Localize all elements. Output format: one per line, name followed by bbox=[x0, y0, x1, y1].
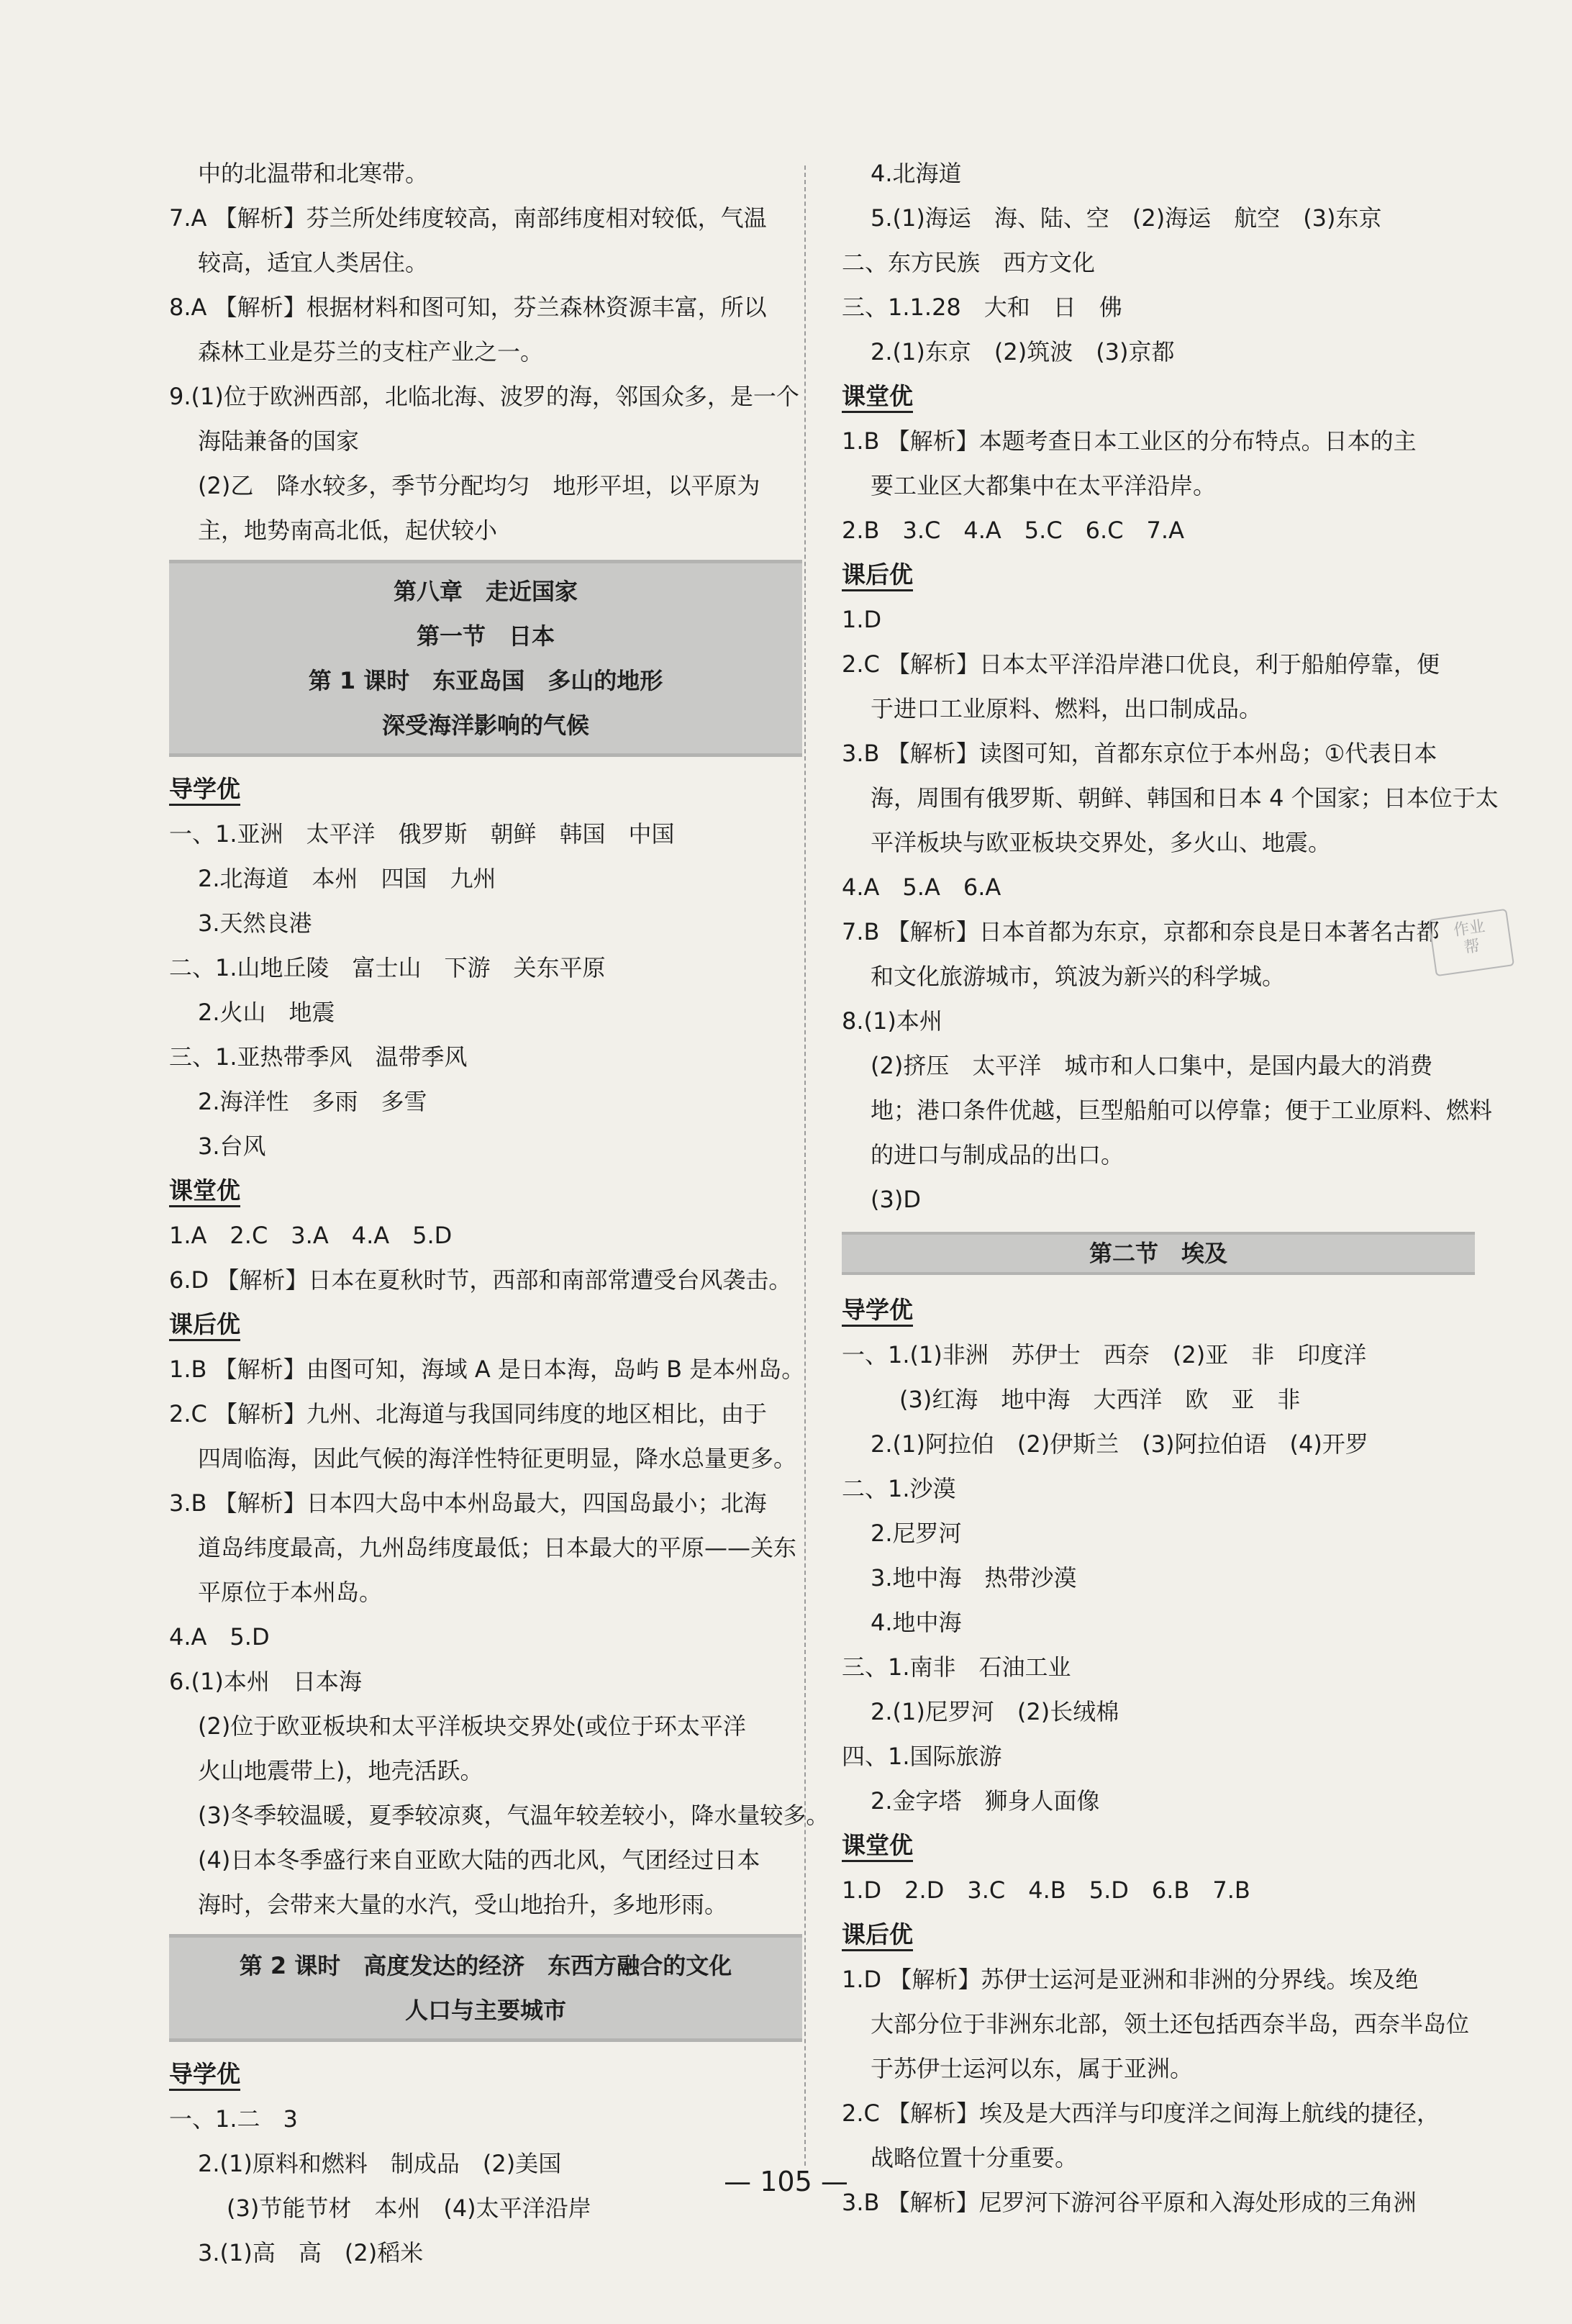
answer-line: 大部分位于非洲东北部，领土还包括西奈半岛，西奈半岛位 bbox=[871, 2010, 1470, 2038]
answer-line: 3.台风 bbox=[198, 1133, 266, 1160]
answer-line: 3.B 【解析】读图可知，首都东京位于本州岛；①代表日本 bbox=[842, 740, 1437, 767]
answer-line: 三、1.南非 石油工业 bbox=[842, 1653, 1071, 1681]
answer-line: 3.B 【解析】日本四大岛中本州岛最大，四国岛最小；北海 bbox=[169, 1489, 767, 1517]
answer-line: 平洋板块与欧亚板块交界处，多火山、地震。 bbox=[871, 829, 1332, 856]
answer-line: 1.D 2.D 3.C 4.B 5.D 6.B 7.B bbox=[842, 1876, 1250, 1904]
answer-line: 地；港口条件优越，巨型船舶可以停靠；便于工业原料、燃料 bbox=[871, 1097, 1493, 1124]
answer-line: (2)位于欧亚板块和太平洋板块交界处(或位于环太平洋 bbox=[198, 1712, 746, 1740]
banner-line: 人口与主要城市 bbox=[404, 1997, 566, 2024]
answer-line: 中的北温带和北寒带。 bbox=[198, 160, 429, 187]
answer-line: 2.金字塔 狮身人面像 bbox=[871, 1787, 1100, 1815]
answer-line: 3.B 【解析】尼罗河下游河谷平原和入海处形成的三角洲 bbox=[842, 2189, 1417, 2216]
section-heading-label: 导学优 bbox=[169, 775, 240, 806]
section-heading-label: 导学优 bbox=[169, 2060, 240, 2091]
stamp-line-2: 帮 bbox=[1463, 937, 1481, 958]
section-heading-label: 课堂优 bbox=[169, 1176, 240, 1207]
answer-line: 5.(1)海运 海、陆、空 (2)海运 航空 (3)东京 bbox=[871, 204, 1382, 232]
section-heading-label: 课堂优 bbox=[842, 382, 913, 413]
banner-line: 第一节 日本 bbox=[416, 622, 555, 650]
section-heading bbox=[169, 2052, 802, 2097]
right-column bbox=[842, 151, 1499, 2225]
answer-line: 道岛纬度最高，九州岛纬度最低；日本最大的平原——关东 bbox=[198, 1534, 797, 1561]
answer-line: (3)冬季较温暖，夏季较凉爽，气温年较差较小，降水量较多。 bbox=[198, 1802, 830, 1829]
answer-line: 2.C 【解析】日本太平洋沿岸港口优良，利于船舶停靠，便 bbox=[842, 650, 1440, 678]
section-heading bbox=[169, 1302, 802, 1347]
answer-line: 一、1.(1)非洲 苏伊士 西奈 (2)亚 非 印度洋 bbox=[842, 1341, 1367, 1368]
answer-line: 2.尼罗河 bbox=[871, 1520, 962, 1547]
section-banner: 第二节 埃及 bbox=[842, 1232, 1475, 1275]
answer-line: 二、东方民族 西方文化 bbox=[842, 249, 1096, 276]
banner-line: 第八章 走近国家 bbox=[393, 578, 578, 605]
section-heading bbox=[842, 374, 1475, 419]
answer-line: 8.A 【解析】根据材料和图可知，芬兰森林资源丰富，所以 bbox=[169, 294, 767, 321]
section-heading-label: 课后优 bbox=[169, 1310, 240, 1341]
answer-line: 2.(1)东京 (2)筑波 (3)京都 bbox=[871, 338, 1175, 366]
answer-line: 主，地势南高北低，起伏较小 bbox=[198, 517, 498, 544]
stamp-line-1: 作业 bbox=[1452, 917, 1486, 940]
answer-line: 1.B 【解析】由图可知，海域 A 是日本海，岛屿 B 是本州岛。 bbox=[169, 1356, 805, 1383]
answer-line: 2.北海道 本州 四国 九州 bbox=[198, 865, 496, 892]
column-divider bbox=[804, 165, 806, 2166]
answer-line: 6.D 【解析】日本在夏秋时节，西部和南部常遭受台风袭击。 bbox=[169, 1266, 792, 1294]
chapter-banner bbox=[169, 560, 802, 757]
answer-line: 2.(1)原料和燃料 制成品 (2)美国 bbox=[198, 2150, 562, 2177]
answer-line: 1.A 2.C 3.A 4.A 5.D bbox=[169, 1222, 453, 1249]
page-number: — 105 — bbox=[724, 2166, 848, 2197]
answer-line: 火山地震带上)，地壳活跃。 bbox=[198, 1757, 483, 1784]
banner-line: 第 1 课时 东亚岛国 多山的地形 bbox=[308, 667, 663, 694]
answer-line: 7.B 【解析】日本首都为东京，京都和奈良是日本著名古都 bbox=[842, 918, 1440, 945]
watermark-stamp bbox=[1428, 909, 1514, 977]
answer-line: 三、1.1.28 大和 日 佛 bbox=[842, 294, 1122, 321]
answer-line: 2.C 【解析】九州、北海道与我国同纬度的地区相比，由于 bbox=[169, 1400, 768, 1427]
answer-line: 和文化旅游城市，筑波为新兴的科学城。 bbox=[871, 963, 1286, 990]
answer-line: 较高，适宜人类居住。 bbox=[198, 249, 429, 276]
answer-line: 二、1.沙漠 bbox=[842, 1475, 956, 1502]
answer-line: 4.A 5.D bbox=[169, 1623, 270, 1651]
banner-line: 第 2 课时 高度发达的经济 东西方融合的文化 bbox=[239, 1952, 732, 1979]
section-heading bbox=[169, 767, 802, 812]
section-heading bbox=[842, 553, 1475, 597]
answer-line: 1.D bbox=[842, 606, 882, 633]
answer-line: 3.(1)高 高 (2)稻米 bbox=[198, 2239, 424, 2266]
answer-line: 海时，会带来大量的水汽，受山地抬升，多地形雨。 bbox=[198, 1891, 728, 1918]
chapter-banner bbox=[169, 1934, 802, 2042]
answer-line: 二、1.山地丘陵 富士山 下游 关东平原 bbox=[169, 954, 606, 981]
section-heading-label: 导学优 bbox=[842, 1296, 913, 1327]
answer-line: 7.A 【解析】芬兰所处纬度较高，南部纬度相对较低，气温 bbox=[169, 204, 767, 232]
answer-line: 四、1.国际旅游 bbox=[842, 1743, 1002, 1770]
answer-line: 要工业区大都集中在太平洋沿岸。 bbox=[871, 472, 1217, 499]
answer-line: 海陆兼备的国家 bbox=[198, 427, 360, 455]
answer-line: 9.(1)位于欧洲西部，北临北海、波罗的海，邻国众多，是一个 bbox=[169, 383, 799, 410]
answer-line: 一、1.亚洲 太平洋 俄罗斯 朝鲜 韩国 中国 bbox=[169, 820, 675, 848]
answer-line: 四周临海，因此气候的海洋性特征更明显，降水总量更多。 bbox=[198, 1445, 797, 1472]
answer-line: 于苏伊士运河以东，属于亚洲。 bbox=[871, 2055, 1194, 2082]
answer-line: (2)挤压 太平洋 城市和人口集中，是国内最大的消费 bbox=[871, 1052, 1433, 1079]
answer-line: 平原位于本州岛。 bbox=[198, 1579, 383, 1606]
section-heading-label: 课堂优 bbox=[842, 1831, 913, 1862]
section-heading bbox=[169, 1168, 802, 1213]
section-heading bbox=[842, 1912, 1475, 1957]
answer-line: 三、1.亚热带季风 温带季风 bbox=[169, 1043, 468, 1071]
answer-line: 1.B 【解析】本题考查日本工业区的分布特点。日本的主 bbox=[842, 427, 1417, 455]
answer-line: (3)红海 地中海 大西洋 欧 亚 非 bbox=[899, 1386, 1301, 1413]
answer-line: 的进口与制成品的出口。 bbox=[871, 1141, 1125, 1168]
answer-line: 森林工业是芬兰的支柱产业之一。 bbox=[198, 338, 544, 366]
answer-line: (3)D bbox=[871, 1186, 921, 1213]
answer-line: (3)节能节材 本州 (4)太平洋沿岸 bbox=[227, 2194, 591, 2222]
answer-line: 海，周围有俄罗斯、朝鲜、韩国和日本 4 个国家；日本位于太 bbox=[871, 784, 1499, 812]
answer-line: 3.天然良港 bbox=[198, 909, 312, 937]
answer-line: 战略位置十分重要。 bbox=[871, 2144, 1078, 2171]
answer-line: 4.北海道 bbox=[871, 160, 962, 187]
answer-line: 2.C 【解析】埃及是大西洋与印度洋之间海上航线的捷径， bbox=[842, 2100, 1440, 2127]
answer-line: 4.地中海 bbox=[871, 1609, 962, 1636]
answer-line: (4)日本冬季盛行来自亚欧大陆的西北风，气团经过日本 bbox=[198, 1846, 760, 1874]
answer-line: 2.(1)阿拉伯 (2)伊斯兰 (3)阿拉伯语 (4)开罗 bbox=[871, 1430, 1368, 1458]
section-heading bbox=[842, 1288, 1475, 1333]
answer-line: 2.海洋性 多雨 多雪 bbox=[198, 1088, 427, 1115]
answer-line: 2.火山 地震 bbox=[198, 999, 335, 1026]
answer-line: 2.(1)尼罗河 (2)长绒棉 bbox=[871, 1698, 1119, 1725]
answer-line: 4.A 5.A 6.A bbox=[842, 873, 1001, 901]
section-heading bbox=[842, 1823, 1475, 1868]
answer-line: 1.D 【解析】苏伊士运河是亚洲和非洲的分界线。埃及绝 bbox=[842, 1966, 1419, 1993]
answer-line: 6.(1)本州 日本海 bbox=[169, 1668, 362, 1695]
banner-line: 深受海洋影响的气候 bbox=[381, 712, 589, 739]
answer-line: (2)乙 降水较多，季节分配均匀 地形平坦，以平原为 bbox=[198, 472, 760, 499]
answer-line: 8.(1)本州 bbox=[842, 1007, 942, 1035]
left-column bbox=[169, 151, 830, 2275]
answer-line: 2.B 3.C 4.A 5.C 6.C 7.A bbox=[842, 517, 1184, 544]
section-heading-label: 课后优 bbox=[842, 1920, 913, 1951]
answer-line: 3.地中海 热带沙漠 bbox=[871, 1564, 1077, 1592]
answer-line: 一、1.二 3 bbox=[169, 2105, 298, 2133]
answer-line: 于进口工业原料、燃料，出口制成品。 bbox=[871, 695, 1263, 722]
section-heading-label: 课后优 bbox=[842, 560, 913, 591]
